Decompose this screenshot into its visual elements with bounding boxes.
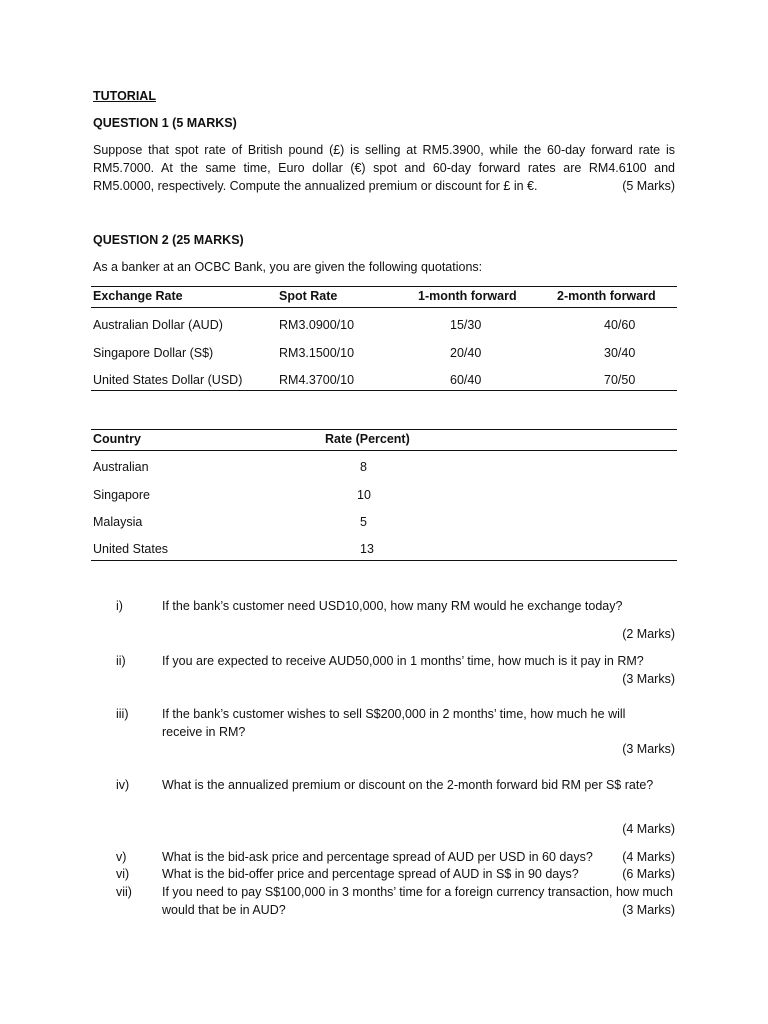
sub-question-text: If you need to pay S$100,000 in 3 months’ time for a foreign currency transaction, how much would that be in AUD?	[162, 885, 673, 917]
question-1-marks: (5 Marks)	[622, 179, 675, 193]
table1-header-exchange-rate: Exchange Rate	[93, 289, 183, 303]
sub-question-number: iii)	[116, 707, 129, 721]
table-cell: 30/40	[604, 346, 636, 360]
table1-header-1m-forward: 1-month forward	[418, 289, 517, 303]
sub-question-number: vii)	[116, 885, 132, 899]
table-cell: 40/60	[604, 318, 636, 332]
sub-question-text: What is the bid-ask price and percentage spread of AUD per USD in 60 days?	[162, 850, 593, 864]
table2-bottom-rule	[91, 560, 677, 561]
table-cell: 15/30	[450, 318, 482, 332]
sub-question-marks: (4 Marks)	[622, 850, 675, 864]
table-row: Malaysia	[93, 515, 143, 529]
table-row: Singapore Dollar (S$)	[93, 346, 214, 360]
tutorial-heading: TUTORIAL	[93, 89, 156, 103]
sub-question-marks: (2 Marks)	[622, 627, 675, 641]
sub-question-text: If you are expected to receive AUD50,000 in 1 months’ time, how much is it pay in RM?	[162, 654, 644, 668]
sub-question-marks: (4 Marks)	[622, 822, 675, 836]
question-2-intro: As a banker at an OCBC Bank, you are given the following quotations:	[93, 260, 483, 274]
table-cell: 8	[360, 460, 367, 474]
table-row: Singapore	[93, 488, 150, 502]
table-cell: 5	[360, 515, 367, 529]
sub-question-number: ii)	[116, 654, 126, 668]
table-cell: 20/40	[450, 346, 482, 360]
table1-header-spot-rate: Spot Rate	[279, 289, 338, 303]
sub-question-text: If the bank’s customer need USD10,000, how many RM would he exchange today?	[162, 599, 623, 613]
table-cell: 60/40	[450, 373, 482, 387]
question-1-title: QUESTION 1 (5 MARKS)	[93, 116, 237, 130]
table-cell: 70/50	[604, 373, 636, 387]
sub-question-marks: (6 Marks)	[622, 867, 675, 881]
table-cell: 10	[357, 488, 371, 502]
table-cell: RM3.1500/10	[279, 346, 355, 360]
table-cell: RM3.0900/10	[279, 318, 355, 332]
table-cell: RM4.3700/10	[279, 373, 355, 387]
sub-question-text: What is the annualized premium or discount on the 2-month forward bid RM per S$ rate?	[162, 778, 654, 792]
sub-question-marks: (3 Marks)	[622, 672, 675, 686]
table1-header-rule	[91, 307, 677, 308]
sub-question-number: iv)	[116, 778, 130, 792]
table-row: Australian	[93, 460, 149, 474]
question-1-body	[93, 141, 675, 195]
table2-header-country: Country	[93, 432, 141, 446]
table2-header-rate: Rate (Percent)	[325, 432, 410, 446]
sub-question-text: If the bank’s customer wishes to sell S$200,000 in 2 months’ time, how much he will receive in RM?	[162, 707, 626, 739]
table-row: United States Dollar (USD)	[93, 373, 243, 387]
sub-question-number: i)	[116, 599, 123, 613]
table1-bottom-rule	[91, 390, 677, 391]
table-row: United States	[93, 542, 169, 556]
sub-question-marks: (3 Marks)	[622, 742, 675, 756]
sub-question-number: vi)	[116, 867, 130, 881]
table-row: Australian Dollar (AUD)	[93, 318, 223, 332]
question-1-text: Suppose that spot rate of British pound (£) is selling at RM5.3900, while the 60-day forward rate is RM5.7000. At the same time, Euro dollar (€) spot and 60-day forward rates are RM4.6100 and RM5.0000, respectively. Compute the annualized premium or discount for £ in €.	[93, 143, 675, 193]
table2-header-rule	[91, 450, 677, 451]
sub-question-number: v)	[116, 850, 127, 864]
table1-header-2m-forward: 2-month forward	[557, 289, 656, 303]
table-cell: 13	[360, 542, 374, 556]
sub-question-marks: (3 Marks)	[622, 903, 675, 917]
question-2-title: QUESTION 2 (25 MARKS)	[93, 233, 244, 247]
sub-question-text: What is the bid-offer price and percentage spread of AUD in S$ in 90 days?	[162, 867, 579, 881]
